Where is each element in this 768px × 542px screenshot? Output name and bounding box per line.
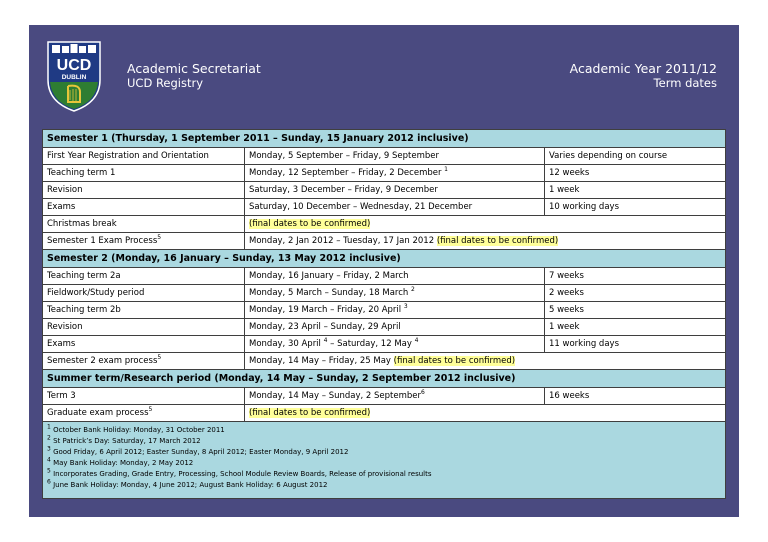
footnote-number: 2 (47, 434, 51, 442)
footnote (47, 458, 721, 469)
row-duration: 1 week (545, 319, 726, 336)
row-dates-cell (245, 388, 545, 405)
footnote-ref: 4 (323, 337, 328, 345)
year-title: Academic Year 2011/12 (569, 61, 717, 76)
section-header-semester-1 (43, 130, 726, 148)
footnotes-row (43, 422, 726, 499)
row-duration: 5 weeks (545, 302, 726, 319)
table-row (43, 285, 726, 302)
table-row (43, 148, 726, 165)
row-dates-cell (245, 302, 545, 319)
row-duration: 11 working days (545, 336, 726, 353)
tbc-highlight: (final dates to be confirmed) (249, 219, 371, 229)
row-dates: Monday, 12 September – Friday, 2 December (249, 168, 442, 178)
footnote-ref: 2 (410, 286, 415, 294)
tbc-highlight: (final dates to be confirmed) (436, 236, 559, 246)
section-title: Summer term/Research period (Monday, 14 May – Sunday, 2 September 2012 inclusive) (43, 370, 726, 388)
footnote-text: Incorporates Grading, Grade Entry, Processing, School Module Review Boards, Release of provisional results (53, 470, 432, 478)
row-duration: 10 working days (545, 199, 726, 216)
row-dates: Monday, 5 September – Friday, 9 September (245, 148, 545, 165)
row-dates: Monday, 14 May – Friday, 25 May (249, 356, 391, 366)
svg-text:DUBLIN: DUBLIN (61, 74, 87, 81)
row-label: Teaching term 2b (43, 302, 245, 319)
term-dates-table-wrap (42, 129, 725, 496)
footnote-number: 3 (47, 445, 51, 453)
row-duration: 16 weeks (545, 388, 726, 405)
year-subtitle: Term dates (653, 76, 717, 90)
footnote-number: 4 (47, 456, 51, 464)
row-label: Teaching term 1 (43, 165, 245, 182)
table-row (43, 268, 726, 285)
row-label: Teaching term 2a (43, 268, 245, 285)
section-title: Semester 1 (Thursday, 1 September 2011 – Sunday, 15 January 2012 inclusive) (43, 130, 726, 148)
footnote-number: 1 (47, 423, 51, 431)
row-label: Exams (43, 336, 245, 353)
row-label-cell (43, 353, 245, 370)
footnote (47, 425, 721, 436)
footnote-text: Good Friday, 6 April 2012; Easter Sunday, 8 April 2012; Easter Monday, 9 April 2012 (53, 448, 349, 456)
footnote-text: St Patrick’s Day: Saturday, 17 March 2012 (53, 437, 201, 445)
row-duration: 12 weeks (545, 165, 726, 182)
term-dates-table (42, 129, 726, 499)
section-title: Semester 2 (Monday, 16 January – Sunday, 13 May 2012 inclusive) (43, 250, 726, 268)
row-dates-cell (245, 336, 545, 353)
tbc-highlight: (final dates to be confirmed) (393, 356, 516, 366)
footnote-ref: 1 (444, 166, 448, 174)
table-row (43, 353, 726, 370)
table-row (43, 388, 726, 405)
row-label: Exams (43, 199, 245, 216)
org-title: Academic Secretariat (127, 61, 261, 76)
row-dates: Monday, 16 January – Friday, 2 March (245, 268, 545, 285)
footnote-ref: 5 (157, 234, 162, 242)
footnote-ref: 4 (414, 337, 419, 345)
footnote (47, 436, 721, 447)
row-dates-cell (245, 165, 545, 182)
row-duration: 1 week (545, 182, 726, 199)
document-frame (29, 25, 739, 517)
row-dates-cell (245, 353, 726, 370)
row-dates: Saturday, 3 December – Friday, 9 December (245, 182, 545, 199)
header-left (127, 61, 261, 90)
row-duration: 2 weeks (545, 285, 726, 302)
row-label: Fieldwork/Study period (43, 285, 245, 302)
row-label: Semester 1 Exam Process (47, 236, 158, 246)
table-row (43, 216, 726, 233)
footnote-number: 6 (47, 478, 51, 486)
row-dates: Saturday, 10 December – Wednesday, 21 December (245, 199, 545, 216)
row-dates-cell (245, 216, 726, 233)
row-label-cell (43, 405, 245, 422)
row-label: Semester 2 exam process (47, 356, 158, 366)
row-dates: Monday, 30 April (249, 339, 321, 349)
row-duration: 7 weeks (545, 268, 726, 285)
footnote-ref: 6 (421, 389, 425, 397)
row-dates: Monday, 23 April – Sunday, 29 April (245, 319, 545, 336)
header-right (570, 61, 717, 90)
row-dates-cell (245, 233, 726, 250)
row-label: Graduate exam process (47, 408, 149, 418)
tbc-highlight: (final dates to be confirmed) (249, 408, 371, 418)
section-header-summer (43, 370, 726, 388)
row-duration: Varies depending on course (545, 148, 726, 165)
table-row (43, 319, 726, 336)
table-row (43, 336, 726, 353)
footnote-text: October Bank Holiday: Monday, 31 October 2011 (53, 426, 225, 434)
row-label: Revision (43, 319, 245, 336)
row-label: Term 3 (43, 388, 245, 405)
footnote-ref: 5 (148, 406, 153, 414)
footnote-text: June Bank Holiday: Monday, 4 June 2012; August Bank Holiday: 6 August 2012 (53, 481, 328, 489)
row-dates: Monday, 19 March – Friday, 20 April (249, 305, 402, 315)
footnote (47, 447, 721, 458)
ucd-crest-logo (46, 40, 102, 113)
table-row (43, 405, 726, 422)
row-label: Revision (43, 182, 245, 199)
footnotes (43, 422, 726, 499)
row-label: Christmas break (43, 216, 245, 233)
row-dates-cell (245, 405, 726, 422)
table-row (43, 302, 726, 319)
row-dates: Monday, 2 Jan 2012 – Tuesday, 17 Jan 2012 (249, 236, 435, 246)
table-row (43, 165, 726, 182)
table-row (43, 199, 726, 216)
footnote (47, 469, 721, 480)
svg-text:UCD: UCD (56, 57, 92, 74)
row-dates-end: – Saturday, 12 May (327, 339, 412, 349)
footnote-ref: 5 (157, 354, 162, 362)
row-label-cell (43, 233, 245, 250)
section-header-semester-2 (43, 250, 726, 268)
row-dates: Monday, 5 March – Sunday, 18 March (249, 288, 409, 298)
row-dates-cell (245, 285, 545, 302)
footnote-number: 5 (47, 467, 51, 475)
footnote-text: May Bank Holiday: Monday, 2 May 2012 (53, 459, 194, 467)
footnote-ref: 3 (403, 303, 408, 311)
table-row (43, 182, 726, 199)
table-row (43, 233, 726, 250)
row-dates: Monday, 14 May – Sunday, 2 September (249, 391, 422, 401)
footnote (47, 480, 721, 491)
org-subtitle: UCD Registry (127, 76, 204, 90)
row-label: First Year Registration and Orientation (43, 148, 245, 165)
